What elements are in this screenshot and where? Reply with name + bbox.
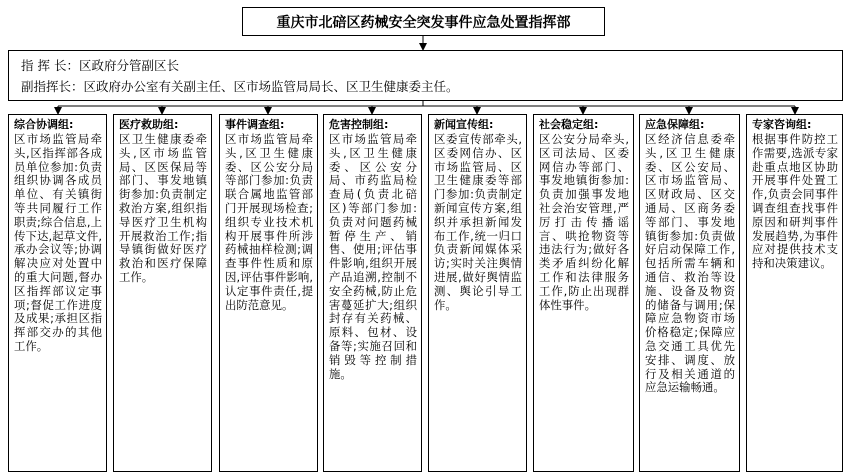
group-duties: 区市场监管局牵头,区卫生健康委、区公安分局、市药监局检查局(负责北碚区)等部门参加:负责对问题药械暂停生产、销售、使用;评估事件影响,组织开展产品追溯,控制不安全药械,防止危害蔓延扩大;组织封存有关药械、原料、包材、设备等;实施召回和销毁等控制措施。 xyxy=(329,132,417,381)
group-duties: 区市场监管局牵头,区卫生健康委、区公安分局等部门参加:负责联合属地监管部门开展现场检查;组织专业技术机构开展事件所涉药械抽样检测;调查事件性质和原因,评估事件影响,认定事件责任,提出防范意见。 xyxy=(225,132,313,312)
deputy-commander-row xyxy=(21,76,830,97)
group-title: 新闻宣传组: xyxy=(434,118,494,131)
group-expert-consultation xyxy=(746,114,843,472)
group-title: 医疗救助组: xyxy=(119,118,179,131)
group-hazard-control xyxy=(323,114,422,472)
commander-text: 区政府分管副区长 xyxy=(78,58,179,73)
group-comprehensive-coordination xyxy=(8,114,107,472)
command-headquarters-title: 重庆市北碚区药械安全突发事件应急处置指挥部 xyxy=(242,7,605,36)
commander-row xyxy=(21,55,830,76)
deputy-commander-text: 区政府办公室有关副主任、区市场监管局局长、区卫生健康委主任。 xyxy=(83,79,459,94)
group-emergency-support xyxy=(639,114,740,472)
group-title: 社会稳定组: xyxy=(539,118,599,131)
group-incident-investigation xyxy=(219,114,318,472)
group-social-stability xyxy=(533,114,634,472)
group-title: 综合协调组: xyxy=(14,118,74,131)
deputy-commander-label: 副指挥长： xyxy=(21,79,84,94)
group-title: 危害控制组: xyxy=(329,118,389,131)
group-title: 应急保障组: xyxy=(645,118,705,131)
group-title: 专家咨询组: xyxy=(752,118,812,131)
group-title: 事件调查组: xyxy=(225,118,285,131)
group-duties: 区经济信息委牵头,区卫生健康委、区公安局、区市场监管局、区财政局、区交通局、区商务委等部门、事发地镇街参加:负责做好启动保障工作,包括所需车辆和通信、救治等设施、设备及物资的储备与调用;保障应急物资市场价格稳定;保障应急交通工具优先安排、调度、放行及相关通道的应急运输畅通。 xyxy=(645,132,735,395)
group-duties: 区公安分局牵头,区司法局、区委网信办等部门、事发地镇街参加:负责加强事发地社会治安管理,严厉打击传播谣言、哄抢物资等违法行为;做好各类矛盾纠纷化解工作和法律服务工作,防止出现群体性事件。 xyxy=(539,132,629,312)
leadership-box xyxy=(8,50,843,101)
group-news-publicity xyxy=(428,114,527,472)
group-duties: 区卫生健康委牵头,区市场监管局、区医保局等部门、事发地镇街参加:负责制定救治方案,组织指导医疗卫生机构开展救治工作;指导镇街做好医疗救治和医疗保障工作。 xyxy=(119,132,207,284)
group-duties: 区委宣传部牵头,区委网信办、区市场监管局、区卫生健康委等部门参加:负责制定新闻宣传方案,组织并承担新闻发布工作,统一归口负责新闻媒体采访;实时关注舆情进展,做好舆情监测、舆论引导工作。 xyxy=(434,132,522,312)
group-duties: 区市场监管局牵头,区指挥部各成员单位参加:负责组织协调各成员单位、有关镇街等共同履行工作职责;综合信息,上传下达,起草文件,承办会议等;协调解决应对处置中的重大问题,督办区指挥部议定事项;督促工作进度及成果;承担区指挥部交办的其他工作。 xyxy=(14,132,102,353)
group-duties: 根据事件防控工作需要,选派专家赴重点地区协助开展事件处置工作,负责会同事件调查组查找事件原因和研判事件发展趋势,为事件应对提供技术支持和决策建议。 xyxy=(752,132,838,271)
commander-label: 指 挥 长： xyxy=(21,58,79,73)
group-medical-rescue xyxy=(113,114,212,472)
